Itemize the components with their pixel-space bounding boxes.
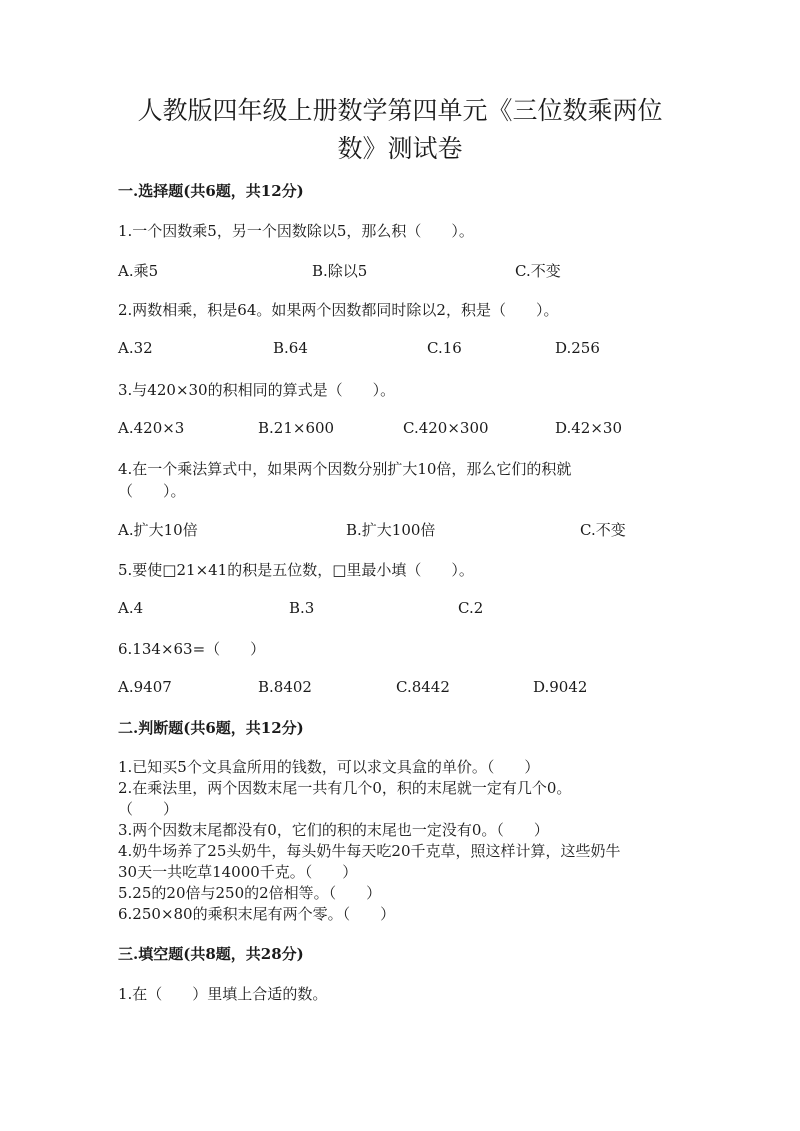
judgement-line-7: 5.25的20倍与250的2倍相等。（ ）	[118, 884, 382, 902]
question-3-option-c: C.420×300	[403, 419, 489, 437]
question-4-option-c: C.不变	[580, 521, 626, 539]
question-6-option-b: B.8402	[258, 678, 312, 696]
fill-in-question-1: 1.在（ ）里填上合适的数。	[118, 985, 328, 1003]
question-6-option-c: C.8442	[396, 678, 450, 696]
title-line-2: 数》测试卷	[337, 134, 463, 163]
question-5-option-c: C.2	[458, 599, 484, 617]
question-5: 5.要使□21×41的积是五位数，□里最小填（ ）。	[118, 561, 474, 579]
document-title	[100, 92, 700, 168]
question-6-option-a: A.9407	[118, 678, 172, 696]
judgement-line-2: 2.在乘法里，两个因数末尾一共有几个0，积的末尾就一定有几个0。	[118, 779, 572, 797]
question-2-option-d: D.256	[555, 339, 600, 357]
judgement-line-6: 30天一共吃草14000千克。（ ）	[118, 863, 358, 881]
question-4-line-2: （ ）。	[118, 482, 186, 500]
question-1-option-a: A.乘5	[118, 262, 159, 280]
judgement-line-1: 1.已知买5个文具盒所用的钱数，可以求文具盒的单价。（ ）	[118, 758, 540, 776]
question-3-option-a: A.420×3	[118, 419, 185, 437]
question-4-option-a: A.扩大10倍	[118, 521, 198, 539]
question-3: 3.与420×30的积相同的算式是（ ）。	[118, 381, 396, 399]
title-line-1: 人教版四年级上册数学第四单元《三位数乘两位	[137, 96, 663, 125]
question-1-option-b: B.除以5	[312, 262, 368, 280]
question-4-line-1: 4.在一个乘法算式中，如果两个因数分别扩大10倍，那么它们的积就	[118, 460, 572, 478]
judgement-line-3: （ ）	[118, 800, 179, 818]
question-3-option-b: B.21×600	[258, 419, 335, 437]
section-heading-fill-in: 三.填空题(共8题，共28分)	[118, 945, 304, 963]
question-5-option-b: B.3	[289, 599, 315, 617]
section-heading-judgement: 二.判断题(共6题，共12分)	[118, 719, 304, 737]
question-4-option-b: B.扩大100倍	[346, 521, 436, 539]
judgement-line-8: 6.250×80的乘积末尾有两个零。（ ）	[118, 905, 396, 923]
question-3-option-d: D.42×30	[555, 419, 623, 437]
question-2-option-b: B.64	[273, 339, 308, 357]
question-5-option-a: A.4	[118, 599, 144, 617]
judgement-line-4: 3.两个因数末尾都没有0，它们的积的末尾也一定没有0。（ ）	[118, 821, 549, 839]
question-2: 2.两数相乘，积是64。如果两个因数都同时除以2，积是（ ）。	[118, 301, 559, 319]
judgement-line-5: 4.奶牛场养了25头奶牛，每头奶牛每天吃20千克草，照这样计算，这些奶牛	[118, 842, 621, 860]
question-2-option-a: A.32	[118, 339, 153, 357]
question-1: 1.一个因数乘5，另一个因数除以5，那么积（ ）。	[118, 222, 474, 240]
section-heading-choice: 一.选择题(共6题，共12分)	[118, 182, 304, 200]
question-6: 6.134×63=（ ）	[118, 640, 266, 658]
question-2-option-c: C.16	[427, 339, 462, 357]
question-6-option-d: D.9042	[533, 678, 588, 696]
question-1-option-c: C.不变	[515, 262, 561, 280]
